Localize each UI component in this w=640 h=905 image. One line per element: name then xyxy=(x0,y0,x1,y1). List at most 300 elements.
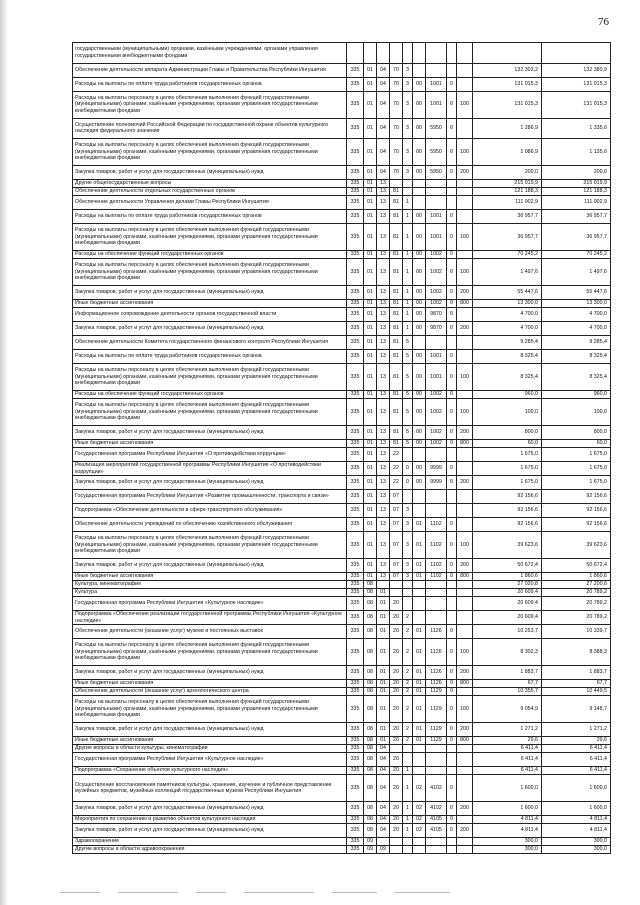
row-code-c8: 0 xyxy=(447,224,457,251)
row-code-c2: 01 xyxy=(364,490,377,504)
row-code-c7: 1002 xyxy=(426,426,447,440)
row-amount-year-1: 92 156,6 xyxy=(473,490,542,504)
row-code-c4: 20 xyxy=(390,767,403,775)
row-code-c4: 81 xyxy=(390,426,403,440)
row-code-c9: 200 xyxy=(457,322,473,336)
row-code-c3: 04 xyxy=(377,118,390,139)
row-description: Обеспечение деятельности (оказание услуг) музеев и постоянных выставок xyxy=(73,625,347,639)
row-code-c8 xyxy=(447,597,457,611)
row-code-c8 xyxy=(447,196,457,210)
row-code-c8: 0 xyxy=(447,532,457,559)
row-code-c6 xyxy=(413,767,426,775)
row-code-c2: 01 xyxy=(364,308,377,322)
row-amount-year-2: 4 811,4 xyxy=(542,824,611,838)
row-code-c6: 02 xyxy=(413,816,426,824)
row-code-c6: 00 xyxy=(413,224,426,251)
table-row xyxy=(73,286,611,300)
row-code-c7: 1102 xyxy=(426,573,447,581)
row-code-c8 xyxy=(447,490,457,504)
row-code-c4 xyxy=(390,846,403,854)
row-code-c8 xyxy=(447,611,457,625)
row-code-c3 xyxy=(377,43,390,64)
table-row xyxy=(73,846,611,854)
row-amount-year-2: 10 339,7 xyxy=(542,625,611,639)
row-description: Закупка товаров, работ и услуг для государственных (муниципальных) нужд xyxy=(73,286,347,300)
row-code-c4: 20 xyxy=(390,597,403,611)
row-amount-year-1: 1 860,6 xyxy=(473,573,542,581)
row-code-c9: 100 xyxy=(457,224,473,251)
row-code-c4 xyxy=(390,745,403,753)
row-code-c2: 01 xyxy=(364,336,377,350)
table-row xyxy=(73,196,611,210)
row-code-c6: 00 xyxy=(413,476,426,490)
row-code-c5: 1 xyxy=(403,824,413,838)
row-code-c6: 00 xyxy=(413,308,426,322)
row-code-c3: 13 xyxy=(377,224,390,251)
row-amount-year-2: 100,0 xyxy=(542,399,611,426)
row-code-c2: 01 xyxy=(364,139,377,166)
row-code-c2: 01 xyxy=(364,210,377,224)
row-code-c8 xyxy=(447,581,457,589)
row-code-c2: 01 xyxy=(364,350,377,364)
row-code-c1: 335 xyxy=(347,308,364,322)
row-code-c6: 00 xyxy=(413,391,426,399)
row-code-c6: 01 xyxy=(413,680,426,688)
row-amount-year-2: 4 700,0 xyxy=(542,322,611,336)
row-description: Другие вопросы в области культуры, кинематографии xyxy=(73,745,347,753)
row-amount-year-1: 6 411,4 xyxy=(473,767,542,775)
row-amount-year-2: 4 811,4 xyxy=(542,816,611,824)
row-code-c7: 9999 xyxy=(426,476,447,490)
row-amount-year-1: 1 600,0 xyxy=(473,802,542,816)
table-row xyxy=(73,399,611,426)
scan-footer-marks xyxy=(60,884,620,894)
row-code-c8 xyxy=(447,336,457,350)
row-code-c9 xyxy=(457,210,473,224)
table-row xyxy=(73,476,611,490)
row-code-c5 xyxy=(403,846,413,854)
table-row xyxy=(73,77,611,91)
row-amount-year-2: 4 700,0 xyxy=(542,308,611,322)
row-code-c8: 0 xyxy=(447,350,457,364)
row-code-c9 xyxy=(457,63,473,77)
row-amount-year-2: 111 902,9 xyxy=(542,196,611,210)
row-code-c8: 0 xyxy=(447,300,457,308)
row-description: Мероприятия по сохранению и развитию объектов культурного наследия xyxy=(73,816,347,824)
row-code-c6: 00 xyxy=(413,286,426,300)
row-code-c1: 335 xyxy=(347,63,364,77)
row-amount-year-2: 6 411,4 xyxy=(542,767,611,775)
table-row xyxy=(73,696,611,723)
row-code-c1: 335 xyxy=(347,745,364,753)
row-amount-year-1: 9 054,9 xyxy=(473,696,542,723)
row-code-c6: 00 xyxy=(413,77,426,91)
row-amount-year-2: 10 449,5 xyxy=(542,688,611,696)
row-code-c9 xyxy=(457,336,473,350)
row-code-c4: 70 xyxy=(390,63,403,77)
row-code-c2: 01 xyxy=(364,532,377,559)
row-description: Государственная программа Республики Ингушетия «Развитие промышленности, транспорта и связи» xyxy=(73,490,347,504)
table-row xyxy=(73,767,611,775)
row-code-c9 xyxy=(457,597,473,611)
row-code-c2: 01 xyxy=(364,63,377,77)
row-code-c7 xyxy=(426,745,447,753)
row-amount-year-2: 20 789,2 xyxy=(542,611,611,625)
table-row xyxy=(73,426,611,440)
row-code-c6: 02 xyxy=(413,824,426,838)
row-code-c7: 1001 xyxy=(426,364,447,391)
row-amount-year-2: 20 789,2 xyxy=(542,589,611,597)
row-code-c1: 335 xyxy=(347,166,364,180)
row-code-c3: 13 xyxy=(377,308,390,322)
row-code-c1: 335 xyxy=(347,597,364,611)
row-code-c4: 81 xyxy=(390,188,403,196)
row-code-c5: 2 xyxy=(403,611,413,625)
row-code-c9: 800 xyxy=(457,300,473,308)
row-code-c2: 01 xyxy=(364,259,377,286)
row-code-c1: 335 xyxy=(347,251,364,259)
row-code-c7: 5950 xyxy=(426,139,447,166)
row-code-c5 xyxy=(403,188,413,196)
row-code-c1: 335 xyxy=(347,611,364,625)
row-amount-year-2 xyxy=(542,43,611,64)
row-code-c2: 08 xyxy=(364,767,377,775)
row-code-c6 xyxy=(413,63,426,77)
row-description: Расходы на выплаты персоналу в целях обеспечения выполнения функций государственными (муниципальными) органами, казёнными учреждениями, органами управления государственными внебюджетными фондами xyxy=(73,639,347,666)
row-code-c5 xyxy=(403,589,413,597)
table-row xyxy=(73,680,611,688)
row-code-c4: 70 xyxy=(390,118,403,139)
row-code-c9 xyxy=(457,518,473,532)
table-row xyxy=(73,753,611,767)
row-code-c9 xyxy=(457,77,473,91)
row-code-c6: 02 xyxy=(413,775,426,802)
row-code-c5: 1 xyxy=(403,224,413,251)
row-code-c7: 1126 xyxy=(426,639,447,666)
row-description: Расходы на выплаты персоналу в целях обеспечения выполнения функций государственными (муниципальными) органами, казёнными учреждениями, органами управления государственными внебюджетными фондами xyxy=(73,696,347,723)
table-row xyxy=(73,180,611,188)
row-code-c3: 13 xyxy=(377,532,390,559)
row-description: Культура xyxy=(73,589,347,597)
row-code-c6 xyxy=(413,188,426,196)
row-code-c8 xyxy=(447,846,457,854)
row-code-c1: 335 xyxy=(347,559,364,573)
row-code-c7: 1002 xyxy=(426,399,447,426)
row-code-c7: 1129 xyxy=(426,723,447,737)
row-code-c4: 81 xyxy=(390,196,403,210)
row-code-c8 xyxy=(447,838,457,846)
row-amount-year-2: 20 789,2 xyxy=(542,597,611,611)
row-amount-year-1: 4 700,0 xyxy=(473,322,542,336)
row-code-c1: 335 xyxy=(347,139,364,166)
row-code-c3: 01 xyxy=(377,639,390,666)
row-code-c4: 81 xyxy=(390,364,403,391)
table-row xyxy=(73,448,611,462)
table-row xyxy=(73,308,611,322)
row-code-c7 xyxy=(426,196,447,210)
table-row xyxy=(73,440,611,448)
row-code-c4: 20 xyxy=(390,666,403,680)
row-amount-year-2: 1 135,6 xyxy=(542,139,611,166)
row-code-c9 xyxy=(457,846,473,854)
table-row xyxy=(73,838,611,846)
row-code-c2: 09 xyxy=(364,838,377,846)
row-code-c4: 81 xyxy=(390,336,403,350)
row-code-c6 xyxy=(413,504,426,518)
row-code-c3: 04 xyxy=(377,166,390,180)
row-code-c3: 09 xyxy=(377,846,390,854)
row-code-c6: 01 xyxy=(413,688,426,696)
row-code-c9 xyxy=(457,625,473,639)
row-code-c9 xyxy=(457,448,473,462)
row-amount-year-1: 20 609,4 xyxy=(473,597,542,611)
row-code-c9 xyxy=(457,581,473,589)
row-amount-year-1: 1 883,7 xyxy=(473,666,542,680)
row-description: Закупка товаров, работ и услуг для государственных (муниципальных) нужд xyxy=(73,559,347,573)
row-code-c6: 00 xyxy=(413,118,426,139)
row-code-c8: 0 xyxy=(447,286,457,300)
row-amount-year-1: 4 811,4 xyxy=(473,824,542,838)
row-code-c1: 335 xyxy=(347,816,364,824)
row-code-c4: 70 xyxy=(390,166,403,180)
table-row xyxy=(73,666,611,680)
row-description: Подпрограмма «Обеспечение реализации государственной программы Республики Ингушетия «Культурное наследие» xyxy=(73,611,347,625)
row-code-c2: 01 xyxy=(364,573,377,581)
row-description: Информационное сопровождение деятельности органов государственной власти xyxy=(73,308,347,322)
row-code-c3: 13 xyxy=(377,188,390,196)
row-code-c8: 0 xyxy=(447,476,457,490)
row-code-c3: 13 xyxy=(377,462,390,476)
row-code-c1: 335 xyxy=(347,300,364,308)
row-code-c6 xyxy=(413,589,426,597)
row-code-c2: 08 xyxy=(364,802,377,816)
row-code-c4: 70 xyxy=(390,91,403,118)
row-code-c1: 335 xyxy=(347,259,364,286)
row-code-c6: 01 xyxy=(413,666,426,680)
row-code-c5 xyxy=(403,597,413,611)
row-amount-year-2: 1 600,0 xyxy=(542,802,611,816)
row-code-c3: 04 xyxy=(377,802,390,816)
row-code-c2: 08 xyxy=(364,625,377,639)
row-code-c8 xyxy=(447,753,457,767)
row-amount-year-2: 1 675,0 xyxy=(542,476,611,490)
row-code-c1: 335 xyxy=(347,775,364,802)
table-row xyxy=(73,597,611,611)
row-code-c8: 0 xyxy=(447,696,457,723)
row-code-c7: 1002 xyxy=(426,259,447,286)
row-code-c3: 13 xyxy=(377,504,390,518)
row-description: Расходы на обеспечение функций государственных органов xyxy=(73,251,347,259)
row-amount-year-2: 215 019,9 xyxy=(542,180,611,188)
row-description: Расходы на выплаты персоналу в целях обеспечения выполнения функций государственными (муниципальными) органами, казёнными учреждениями, органами управления государственными внебюджетными фондами xyxy=(73,139,347,166)
row-amount-year-1 xyxy=(473,43,542,64)
row-code-c5 xyxy=(403,448,413,462)
row-code-c1: 335 xyxy=(347,518,364,532)
row-code-c3 xyxy=(377,581,390,589)
row-amount-year-1: 9 285,4 xyxy=(473,336,542,350)
row-code-c6: 00 xyxy=(413,426,426,440)
row-code-c9 xyxy=(457,391,473,399)
row-amount-year-1: 92 156,6 xyxy=(473,504,542,518)
row-code-c8: 0 xyxy=(447,639,457,666)
row-code-c5: 5 xyxy=(403,350,413,364)
row-code-c9: 100 xyxy=(457,532,473,559)
row-code-c2: 01 xyxy=(364,166,377,180)
row-code-c6: 00 xyxy=(413,322,426,336)
row-code-c8: 0 xyxy=(447,737,457,745)
row-code-c8: 0 xyxy=(447,824,457,838)
row-code-c3: 01 xyxy=(377,611,390,625)
row-code-c4 xyxy=(390,180,403,188)
row-code-c3: 13 xyxy=(377,322,390,336)
row-amount-year-2: 36 957,7 xyxy=(542,224,611,251)
row-amount-year-1: 200,0 xyxy=(473,166,542,180)
row-code-c2: 01 xyxy=(364,77,377,91)
table-row xyxy=(73,723,611,737)
row-code-c2: 08 xyxy=(364,688,377,696)
row-description: Обеспечение деятельности отдельных государственных органов xyxy=(73,188,347,196)
row-code-c2: 08 xyxy=(364,753,377,767)
row-description: Иные бюджетные ассигнования xyxy=(73,573,347,581)
row-code-c8: 0 xyxy=(447,210,457,224)
row-amount-year-2: 70 245,2 xyxy=(542,251,611,259)
row-code-c5: 0 xyxy=(403,476,413,490)
row-code-c1: 335 xyxy=(347,666,364,680)
budget-table xyxy=(72,42,611,854)
row-code-c7: 9870 xyxy=(426,322,447,336)
row-code-c1: 335 xyxy=(347,767,364,775)
table-row xyxy=(73,300,611,308)
table-row xyxy=(73,118,611,139)
row-code-c6: 00 xyxy=(413,350,426,364)
row-code-c3: 04 xyxy=(377,753,390,767)
row-code-c9: 200 xyxy=(457,824,473,838)
row-code-c2: 01 xyxy=(364,448,377,462)
table-row xyxy=(73,559,611,573)
row-code-c7: 1001 xyxy=(426,210,447,224)
row-code-c8: 0 xyxy=(447,518,457,532)
row-description: Расходы на выплаты персоналу в целях обеспечения выполнения функций государственными (муниципальными) органами, казёнными учреждениями, органами управления государственными внебюджетными фондами xyxy=(73,259,347,286)
row-amount-year-2: 92 156,6 xyxy=(542,518,611,532)
row-description: Обеспечение деятельности Комитета государственного финансового контроля Республики Ингушетия xyxy=(73,336,347,350)
row-code-c4: 07 xyxy=(390,532,403,559)
row-code-c1: 335 xyxy=(347,753,364,767)
row-code-c4: 81 xyxy=(390,224,403,251)
row-code-c1: 335 xyxy=(347,573,364,581)
row-code-c8: 0 xyxy=(447,775,457,802)
row-code-c1: 335 xyxy=(347,77,364,91)
row-code-c9 xyxy=(457,504,473,518)
row-code-c1: 335 xyxy=(347,504,364,518)
row-amount-year-2: 1 883,7 xyxy=(542,666,611,680)
row-amount-year-1: 8 325,4 xyxy=(473,350,542,364)
row-code-c9: 200 xyxy=(457,666,473,680)
row-code-c2: 08 xyxy=(364,696,377,723)
row-description: Закупка товаров, работ и услуг для государственных (муниципальных) нужд xyxy=(73,723,347,737)
row-code-c3: 04 xyxy=(377,824,390,838)
row-code-c6: 01 xyxy=(413,625,426,639)
table-row xyxy=(73,490,611,504)
row-code-c9 xyxy=(457,118,473,139)
row-amount-year-1: 1 600,0 xyxy=(473,775,542,802)
table-row xyxy=(73,224,611,251)
row-code-c3: 13 xyxy=(377,426,390,440)
row-code-c9 xyxy=(457,745,473,753)
row-code-c7 xyxy=(426,490,447,504)
row-code-c3: 13 xyxy=(377,210,390,224)
row-code-c7: 1002 xyxy=(426,286,447,300)
budget-table-body xyxy=(73,43,611,854)
table-row xyxy=(73,336,611,350)
row-code-c6 xyxy=(413,838,426,846)
row-code-c9: 200 xyxy=(457,166,473,180)
row-code-c7: 1102 xyxy=(426,559,447,573)
row-amount-year-1: 20 609,4 xyxy=(473,589,542,597)
table-row xyxy=(73,518,611,532)
row-description: Расходы на выплаты персоналу в целях обеспечения выполнения функций государственными (муниципальными) органами, казёнными учреждениями, органами управления государственными внебюджетными фондами xyxy=(73,224,347,251)
row-code-c2: 01 xyxy=(364,518,377,532)
row-code-c3: 01 xyxy=(377,625,390,639)
row-code-c6: 00 xyxy=(413,91,426,118)
row-amount-year-1: 92 156,6 xyxy=(473,518,542,532)
row-description: государственными (муниципальными) органами, казёнными учреждениями, органами управления государственными внебюджетными фондами xyxy=(73,43,347,64)
row-code-c2: 01 xyxy=(364,196,377,210)
row-code-c2: 01 xyxy=(364,188,377,196)
row-amount-year-2: 1 675,0 xyxy=(542,448,611,462)
table-row xyxy=(73,775,611,802)
row-code-c7 xyxy=(426,589,447,597)
row-code-c6: 00 xyxy=(413,462,426,476)
row-amount-year-2: 121 188,3 xyxy=(542,188,611,196)
row-code-c5: 2 xyxy=(403,723,413,737)
row-code-c1: 335 xyxy=(347,322,364,336)
row-code-c9 xyxy=(457,753,473,767)
row-code-c3: 13 xyxy=(377,490,390,504)
row-amount-year-2: 55 447,6 xyxy=(542,286,611,300)
row-code-c2: 01 xyxy=(364,286,377,300)
row-amount-year-1: 215 019,9 xyxy=(473,180,542,188)
row-amount-year-2: 9 148,7 xyxy=(542,696,611,723)
row-code-c7: 9999 xyxy=(426,462,447,476)
row-code-c4: 07 xyxy=(390,573,403,581)
row-code-c4: 20 xyxy=(390,824,403,838)
row-description: Расходы на выплаты по оплате труда работников государственных органов xyxy=(73,77,347,91)
row-code-c8: 0 xyxy=(447,625,457,639)
table-row xyxy=(73,504,611,518)
row-code-c9: 100 xyxy=(457,259,473,286)
row-code-c2: 01 xyxy=(364,224,377,251)
row-amount-year-2: 1 860,6 xyxy=(542,573,611,581)
row-code-c2 xyxy=(364,43,377,64)
row-code-c5: 1 xyxy=(403,802,413,816)
row-code-c1: 335 xyxy=(347,286,364,300)
row-code-c5: 2 xyxy=(403,625,413,639)
row-code-c8: 0 xyxy=(447,139,457,166)
row-amount-year-1: 1 675,0 xyxy=(473,462,542,476)
table-row xyxy=(73,210,611,224)
row-code-c3: 13 xyxy=(377,251,390,259)
row-code-c2: 08 xyxy=(364,639,377,666)
row-code-c8 xyxy=(447,745,457,753)
row-code-c2: 08 xyxy=(364,775,377,802)
row-amount-year-1: 36 957,7 xyxy=(473,224,542,251)
row-code-c5: 2 xyxy=(403,688,413,696)
row-amount-year-1: 20 609,4 xyxy=(473,611,542,625)
row-code-c7: 1001 xyxy=(426,224,447,251)
table-row xyxy=(73,139,611,166)
row-code-c2: 08 xyxy=(364,723,377,737)
table-row xyxy=(73,625,611,639)
